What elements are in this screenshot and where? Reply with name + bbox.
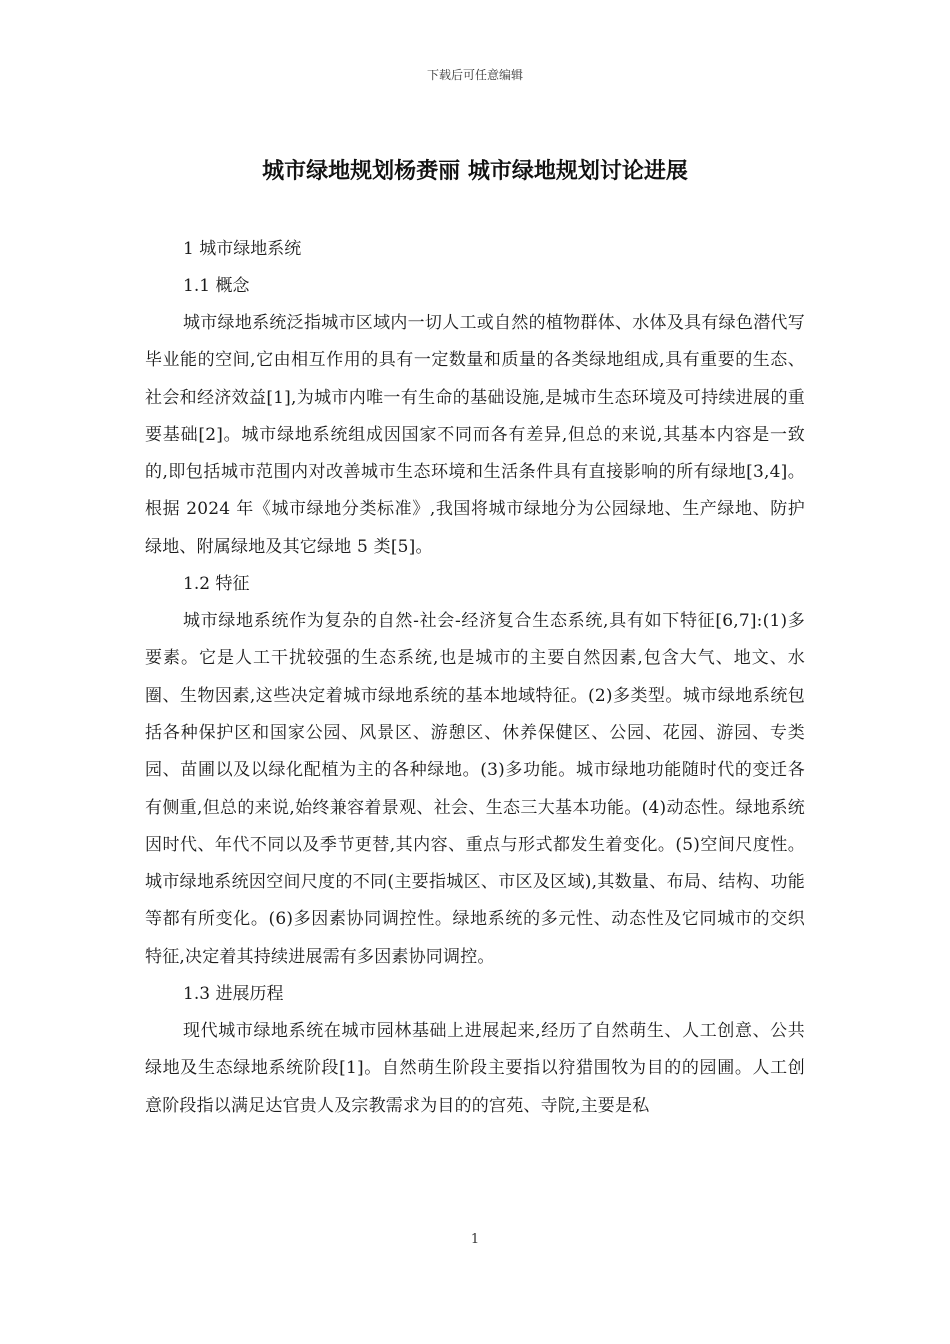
paragraph-concept: 城市绿地系统泛指城市区域内一切人工或自然的植物群体、水体及具有绿色潜代写毕业能的空间,它由相互作用的具有一定数量和质量的各类绿地组成,具有重要的生态、社会和经济效益[1],为城市内唯一有生命的基础设施,是城市生态环境及可持续进展的重要基础[2]。城市绿地系统组成因国家不同而各有差异,但总的来说,其基本内容是一致的,即包括城市范围内对改善城市生态环境和生活条件具有直接影响的所有绿地[3,4]。根据 2024 年《城市绿地分类标准》,我国将城市绿地分为公园绿地、生产绿地、防护绿地、附属绿地及其它绿地 5 类[5]。: [145, 313, 805, 557]
page-number: 1: [470, 1232, 480, 1247]
section-heading-1-1: 1.1 概念: [183, 276, 250, 296]
paragraph-history: 现代城市绿地系统在城市园林基础上进展起来,经历了自然萌生、人工创意、公共绿地及生态绿地系统阶段[1]。自然萌生阶段主要指以狩猎围牧为目的的园圃。人工创意阶段指以满足达官贵人及宗教需求为目的的宫苑、寺院,主要是私: [145, 1021, 805, 1116]
section-heading-1: 1 城市绿地系统: [183, 239, 302, 259]
section-heading-1-2: 1.2 特征: [183, 574, 250, 595]
document-body: [145, 231, 805, 1125]
document-title: 城市绿地规划杨赉丽 城市绿地规划讨论进展: [262, 159, 688, 184]
section-heading-1-3: 1.3 进展历程: [183, 984, 284, 1005]
page-header: 下载后可任意编辑: [426, 68, 523, 82]
paragraph-features: 城市绿地系统作为复杂的自然-社会-经济复合生态系统,具有如下特征[6,7]:(1)多要素。它是人工干扰较强的生态系统,也是城市的主要自然因素,包含大气、地文、水圈、生物因素,这些决定着城市绿地系统的基本地域特征。(2)多类型。城市绿地系统包括各种保护区和国家公园、风景区、游憩区、休养保健区、公园、花园、游园、专类园、苗圃以及以绿化配植为主的各种绿地。(3)多功能。城市绿地功能随时代的变迁各有侧重,但总的来说,始终兼容着景观、社会、生态三大基本功能。(4)动态性。绿地系统因时代、年代不同以及季节更替,其内容、重点与形式都发生着变化。(5)空间尺度性。城市绿地系统因空间尺度的不同(主要指城区、市区及区域),其数量、布局、结构、功能等都有所变化。(6)多因素协同调控性。绿地系统的多元性、动态性及它同城市的交织特征,决定着其持续进展需有多因素协同调控。: [145, 611, 805, 967]
